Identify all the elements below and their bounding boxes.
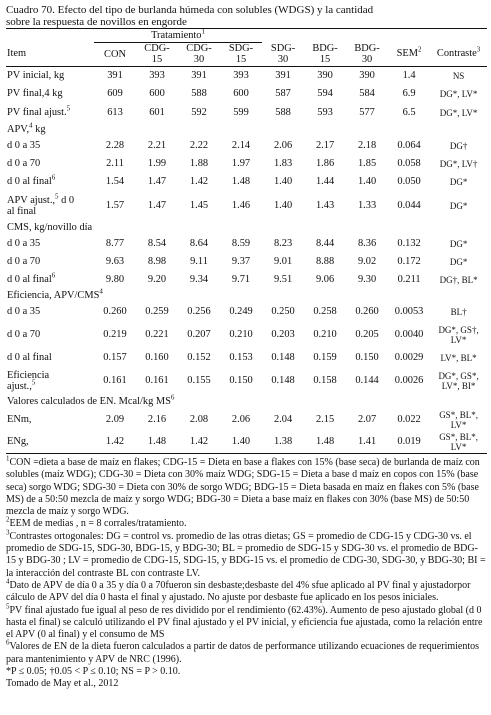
table-row bbox=[6, 137, 487, 155]
table-cell: 593 bbox=[317, 107, 333, 119]
table-cell: 8.88 bbox=[315, 256, 335, 268]
table-cell: 0.203 bbox=[271, 329, 295, 341]
table-cell: 577 bbox=[359, 107, 375, 119]
table-cell: 0.0029 bbox=[394, 352, 424, 364]
table-cell: 600 bbox=[149, 88, 165, 100]
table-caption bbox=[6, 4, 487, 28]
footnote-1: $^1$CON =dieta a base de maíz en flakes; CDG-15 = Dieta en base a flakes con 15% (base seca) de burlanda de maíz con solubles (maíz WDG); CDG-30 = Dieta con 30% maíz WDG; SDG-15 = Dieta a base d maíz en copos con 15% (base seca) sorgo WDG; SDG-30 = Dieta con 30% de sorgo WDG; BDG-15 = Dieta basada en maíz en flakes con 5% (base MS) de a 50:50 mezcla de maíz y sorgo WDG; BDG-30 = Dieta a base maíz en flakes con 30% (base MS) de 50:50 mezcla de maíz y sorgo WDG. bbox=[6, 454, 480, 518]
table-cell: 1.46 bbox=[231, 200, 251, 212]
table-cell: 0.249 bbox=[229, 306, 253, 318]
table-cell: APV,$^4$ kg bbox=[7, 121, 46, 136]
table-cell: d 0 a 35 bbox=[7, 306, 41, 318]
table-cell: 592 bbox=[191, 107, 207, 119]
section-header-apv bbox=[6, 123, 487, 137]
table-cell: 9.11 bbox=[190, 256, 208, 268]
col-header-con: CON bbox=[94, 42, 136, 67]
table-cell: 0.161 bbox=[145, 375, 169, 387]
table-cell: 0.161 bbox=[103, 375, 127, 387]
source-note: Tomado de May et al., 2012 bbox=[6, 678, 119, 690]
footnote-5: $^5$PV final ajustado fue igual al peso de res dividido por el rendimiento (62.43%). Aumento de peso ajustado global (d 0 hasta el final) se calculó utilizando el PV final ajustado y el PV inicial, y eficiencia fue ajustada, como la relación entre el APV (0 al final) y el consumo de MS bbox=[6, 602, 483, 641]
table-cell: 8.44 bbox=[315, 238, 335, 250]
footnote-6: $^6$Valores de EN de la dieta fueron calculados a partir de datos de performance utilizando ecuaciones de requerimientos para mantenimiento y APV de NRC (1996). bbox=[6, 639, 480, 665]
table-cell: 2.08 bbox=[189, 414, 209, 426]
table-cell: 1.88 bbox=[189, 158, 209, 170]
table-cell: 588 bbox=[275, 107, 291, 119]
table-cell: 1.47 bbox=[147, 200, 167, 212]
table-cell: 0.0040 bbox=[394, 329, 424, 341]
table-cell: 8.64 bbox=[189, 238, 209, 250]
col-header-bdg15: BDG- 15 bbox=[304, 42, 346, 67]
table-cell: DG*, GS†, LV* bbox=[438, 325, 479, 345]
table-cell: 2.18 bbox=[357, 140, 377, 152]
treatment-header: Tratamiento$^1$ bbox=[94, 29, 262, 43]
table-cell: 0.221 bbox=[145, 329, 169, 341]
section-header-cms bbox=[6, 221, 487, 235]
table-cell: 0.210 bbox=[313, 329, 337, 341]
table-cell: CMS, kg/novillo día bbox=[7, 222, 93, 234]
footnote-2: $^2$EEM de medias , n = 8 corrales/tratamiento. bbox=[6, 516, 187, 530]
table-cell: 0.172 bbox=[397, 256, 421, 268]
table-row bbox=[6, 431, 487, 454]
table-cell: DG*, LV* bbox=[439, 108, 478, 118]
table-cell: 0.0026 bbox=[394, 375, 424, 387]
table-cell: 1.42 bbox=[94, 431, 136, 454]
table-cell: PV final ajust.$^5$ bbox=[7, 104, 71, 119]
table-cell: 391 bbox=[191, 70, 207, 82]
section-header-efficiency bbox=[6, 289, 487, 303]
table-cell: 0.0053 bbox=[394, 306, 424, 318]
table-cell: 9.20 bbox=[147, 274, 167, 286]
table-cell: 1.40 bbox=[220, 431, 262, 454]
table-row bbox=[6, 235, 487, 253]
table-cell: 0.158 bbox=[313, 375, 337, 387]
table-cell: Eficiencia, APV/CMS$^4$ bbox=[7, 287, 103, 302]
table-cell bbox=[262, 29, 388, 43]
table-cell: PV inicial, kg bbox=[7, 70, 65, 82]
table-cell: 1.99 bbox=[147, 158, 167, 170]
table-cell: 2.11 bbox=[106, 158, 124, 170]
table-cell: 2.28 bbox=[105, 140, 125, 152]
table-cell: 613 bbox=[107, 107, 123, 119]
table-cell: 609 bbox=[107, 88, 123, 100]
table-cell: 0.050 bbox=[397, 176, 421, 188]
table-row bbox=[6, 173, 487, 191]
table-cell: 2.04 bbox=[273, 414, 293, 426]
header-row-2 bbox=[6, 42, 487, 67]
page bbox=[6, 0, 487, 691]
table-cell: 9.71 bbox=[231, 274, 251, 286]
table-cell: 0.160 bbox=[145, 352, 169, 364]
col-header-contrast: Contraste$^3$ bbox=[430, 42, 487, 67]
table-cell: 0.210 bbox=[229, 329, 253, 341]
table-cell: 1.85 bbox=[357, 158, 377, 170]
table-row bbox=[6, 85, 487, 103]
table-row bbox=[6, 303, 487, 321]
col-header-sdg30: SDG- 30 bbox=[262, 42, 304, 67]
table-cell: d 0 al final$^6$ bbox=[7, 173, 56, 188]
table-cell: 9.34 bbox=[189, 274, 209, 286]
col-header-cdg15: CDG- 15 bbox=[136, 42, 178, 67]
table-cell: 0.064 bbox=[397, 140, 421, 152]
table-cell: 9.51 bbox=[273, 274, 293, 286]
table-cell: 599 bbox=[233, 107, 249, 119]
table-cell: 2.06 bbox=[273, 140, 293, 152]
table-cell: 0.148 bbox=[271, 352, 295, 364]
table-cell: 9.30 bbox=[357, 274, 377, 286]
significance-note: *P ≤ 0.05; †0.05 < P ≤ 0.10; NS = P > 0.10. bbox=[6, 666, 181, 678]
table-row bbox=[6, 367, 487, 395]
table-cell: 0.219 bbox=[103, 329, 127, 341]
table-cell: 393 bbox=[149, 70, 165, 82]
table-cell: 1.86 bbox=[315, 158, 335, 170]
table-cell: d 0 al final$^6$ bbox=[7, 271, 56, 286]
table-cell: 584 bbox=[359, 88, 375, 100]
caption-line-1: Cuadro 70. Efecto del tipo de burlanda húmeda con solubles (WDGS) y la cantidad bbox=[6, 4, 374, 16]
header-row-1 bbox=[6, 29, 487, 43]
table-cell: d 0 a 35 bbox=[7, 238, 41, 250]
table-row bbox=[6, 253, 487, 271]
table-cell bbox=[6, 29, 94, 43]
table-cell: 1.41 bbox=[346, 431, 388, 454]
table-cell: 0.159 bbox=[313, 352, 337, 364]
table-cell: BL† bbox=[450, 307, 467, 317]
table-row bbox=[6, 409, 487, 431]
table-row bbox=[6, 271, 487, 289]
table-cell: 0.022 bbox=[397, 414, 421, 426]
table-cell: 594 bbox=[317, 88, 333, 100]
table-cell: 1.48 bbox=[304, 431, 346, 454]
table-cell: d 0 a 70 bbox=[7, 158, 41, 170]
col-header-sdg15: SDG- 15 bbox=[220, 42, 262, 67]
table-cell: 2.17 bbox=[315, 140, 335, 152]
table-row bbox=[6, 67, 487, 86]
table-cell: d 0 a 35 bbox=[7, 140, 41, 152]
table-cell: ENg, bbox=[6, 431, 94, 454]
table-cell: 1.48 bbox=[136, 431, 178, 454]
col-header-cdg30: CDG- 30 bbox=[178, 42, 220, 67]
table-cell: 9.01 bbox=[273, 256, 293, 268]
table-cell bbox=[430, 29, 487, 43]
table-row bbox=[6, 321, 487, 349]
table-cell: 588 bbox=[191, 88, 207, 100]
section-header-en bbox=[6, 395, 487, 409]
table-cell: 2.09 bbox=[105, 414, 125, 426]
table-cell: 2.16 bbox=[147, 414, 167, 426]
table-cell: 0.250 bbox=[271, 306, 295, 318]
table-cell: 9.02 bbox=[357, 256, 377, 268]
table-cell: 0.019 bbox=[388, 431, 430, 454]
table-cell: 393 bbox=[233, 70, 249, 82]
table-cell: 587 bbox=[275, 88, 291, 100]
table-cell: PV final,4 kg bbox=[7, 88, 63, 100]
table-cell: 2.22 bbox=[189, 140, 209, 152]
table-cell: 390 bbox=[359, 70, 375, 82]
table-cell: 390 bbox=[317, 70, 333, 82]
table-cell: 0.259 bbox=[145, 306, 169, 318]
table-cell: 8.98 bbox=[147, 256, 167, 268]
table-cell: 0.150 bbox=[229, 375, 253, 387]
table-cell: 1.4 bbox=[402, 70, 416, 82]
table-cell: 1.48 bbox=[231, 176, 251, 188]
table-cell: DG* bbox=[449, 201, 468, 211]
table-cell: 600 bbox=[233, 88, 249, 100]
table-cell: 9.80 bbox=[105, 274, 125, 286]
table-cell: 1.40 bbox=[273, 176, 293, 188]
table-cell: APV ajust.,$^5$ d 0 al final bbox=[7, 192, 75, 217]
table-cell: 0.058 bbox=[397, 158, 421, 170]
footnote-4: $^4$Dato de APV de día 0 a 35 y día 0 a 70fueron sin desbaste;desbaste del 4% sfue aplicado al PV final y ajustadorpor cálculo de APV del día 0 hasta el final y ajustado. No ajuste por desbaste fue aplicado en los pesos iniciales. bbox=[6, 577, 471, 604]
table-cell: 0.150 bbox=[355, 352, 379, 364]
table-cell: d 0 al final bbox=[7, 352, 52, 364]
table-cell: 1.44 bbox=[315, 176, 335, 188]
table-cell: d 0 a 70 bbox=[7, 329, 41, 341]
table-cell: 0.152 bbox=[187, 352, 211, 364]
table-cell: 1.40 bbox=[357, 176, 377, 188]
table-cell: 391 bbox=[107, 70, 123, 82]
table-cell: 0.211 bbox=[397, 274, 421, 286]
table-cell: 1.42 bbox=[178, 431, 220, 454]
footnotes bbox=[6, 454, 487, 691]
table-cell: 0.205 bbox=[355, 329, 379, 341]
table-cell: 0.157 bbox=[103, 352, 127, 364]
table-cell: 6.9 bbox=[402, 88, 416, 100]
table-cell: 6.5 bbox=[402, 107, 416, 119]
table-cell: DG* bbox=[449, 177, 468, 187]
table-cell: 8.54 bbox=[147, 238, 167, 250]
table-cell: 0.258 bbox=[313, 306, 337, 318]
table-cell: DG*, GS*, LV*, BI* bbox=[438, 371, 479, 391]
table-cell: 0.256 bbox=[187, 306, 211, 318]
col-header-bdg30: BDG- 30 bbox=[346, 42, 388, 67]
table-cell: DG* bbox=[449, 239, 468, 249]
table-cell: 1.40 bbox=[273, 200, 293, 212]
table-cell: LV*, BL* bbox=[440, 353, 477, 363]
table-cell: 8.59 bbox=[231, 238, 251, 250]
table-cell: 391 bbox=[275, 70, 291, 82]
table-cell: 2.15 bbox=[315, 414, 335, 426]
table-cell: Valores calculados de EN. Mcal/kg $MS^6$ bbox=[7, 393, 175, 408]
table-cell: 0.155 bbox=[187, 375, 211, 387]
table-cell: 1.43 bbox=[315, 200, 335, 212]
table-cell: 2.07 bbox=[357, 414, 377, 426]
table-cell: 8.36 bbox=[357, 238, 377, 250]
results-table bbox=[6, 28, 487, 454]
table-cell: 9.63 bbox=[105, 256, 125, 268]
table-cell: 1.47 bbox=[147, 176, 167, 188]
table-cell: 0.132 bbox=[397, 238, 421, 250]
table-cell: DG*, LV† bbox=[439, 159, 478, 169]
table-row bbox=[6, 103, 487, 123]
table-cell: 2.21 bbox=[147, 140, 167, 152]
table-cell: 1.57 bbox=[105, 200, 125, 212]
table-cell: 1.38 bbox=[262, 431, 304, 454]
table-cell: Eficiencia ajust.,$^5$ bbox=[7, 369, 50, 392]
table-cell: 0.144 bbox=[355, 375, 379, 387]
caption-line-2: sobre la respuesta de novillos en engorde bbox=[6, 16, 187, 28]
table-cell: 1.33 bbox=[357, 200, 377, 212]
table-row bbox=[6, 191, 487, 221]
table-cell: 1.83 bbox=[273, 158, 293, 170]
table-cell: 2.14 bbox=[231, 140, 251, 152]
table-cell: 1.97 bbox=[231, 158, 251, 170]
table-cell: GS*, BL*, LV* bbox=[439, 410, 478, 430]
table-cell: 1.45 bbox=[189, 200, 209, 212]
table-cell: 2.06 bbox=[231, 414, 251, 426]
table-cell: DG† bbox=[449, 141, 468, 151]
table-cell: 1.42 bbox=[189, 176, 209, 188]
table-cell: 8.77 bbox=[105, 238, 125, 250]
table-cell: d 0 a 70 bbox=[7, 256, 41, 268]
col-header-sem: SEM$^2$ bbox=[388, 42, 430, 67]
table-cell: 0.260 bbox=[103, 306, 127, 318]
table-cell: 1.54 bbox=[105, 176, 125, 188]
table-cell: 601 bbox=[149, 107, 165, 119]
table-cell: NS bbox=[452, 71, 465, 81]
table-cell: DG*, LV* bbox=[439, 89, 478, 99]
table-cell: 9.37 bbox=[231, 256, 251, 268]
table-cell bbox=[388, 29, 430, 43]
table-row bbox=[6, 155, 487, 173]
table-cell: ENm, bbox=[7, 414, 32, 426]
table-cell: 0.148 bbox=[271, 375, 295, 387]
table-cell: DG†, BL* bbox=[439, 275, 478, 285]
table-cell: 9.06 bbox=[315, 274, 335, 286]
col-header-item: Item bbox=[6, 42, 94, 67]
table-cell: 8.23 bbox=[273, 238, 293, 250]
table-cell: 0.044 bbox=[397, 200, 421, 212]
footnote-3: $^3$Contrastes ortogonales: DG = control vs. promedio de las otras dietas; GS = promedio de CDG-15 y CDG-30 vs. el promedio de SDG-15, SDG-30, BDG-15, y BDG-30; BL = promedio de SDG-15 y SDG-30 vs. el promedio de BDG-15 y BDG-30 ; LV = promedio de CDG-15, SDG-15, y BDG-15 vs. el promedio de CDG-30, SDG-30, y BDG-30; BI = la interacción del contraste BL con contraste LV. bbox=[6, 528, 486, 579]
table-cell: 0.153 bbox=[229, 352, 253, 364]
table-cell: DG* bbox=[449, 257, 468, 267]
table-cell: 0.207 bbox=[187, 329, 211, 341]
table-row bbox=[6, 349, 487, 367]
table-cell: GS*, BL*, LV* bbox=[430, 431, 487, 454]
table-cell: 0.260 bbox=[355, 306, 379, 318]
